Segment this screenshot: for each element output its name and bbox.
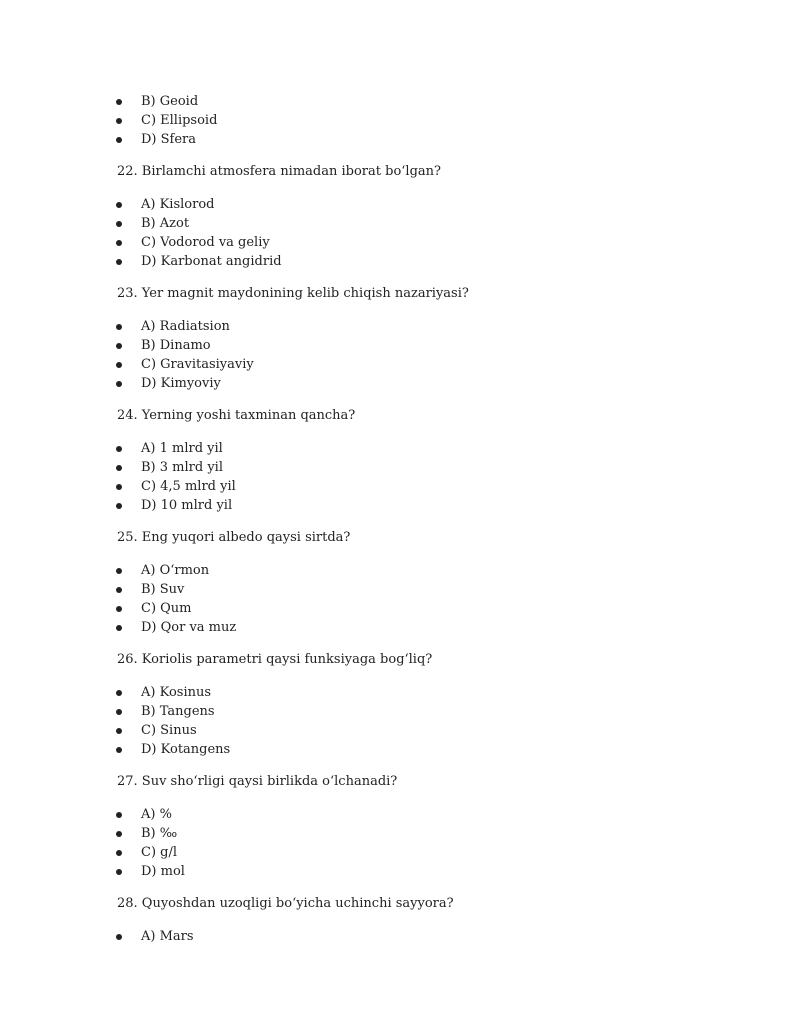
option-item — [0, 374, 800, 393]
option-item — [0, 130, 800, 149]
option-item — [0, 233, 800, 252]
continued-options — [0, 92, 800, 149]
question-text: 23. Yer magnit maydonining kelib chiqish nazariyasi? — [117, 286, 469, 301]
option-item — [0, 805, 800, 824]
option-text: C) 4,5 mlrd yil — [141, 479, 236, 494]
bullet-icon — [116, 221, 122, 227]
option-item — [0, 580, 800, 599]
option-item — [0, 477, 800, 496]
option-item — [0, 439, 800, 458]
question-text: 26. Koriolis parametri qaysi funksiyaga bog‘liq? — [117, 652, 433, 667]
bullet-icon — [116, 812, 122, 818]
option-item — [0, 317, 800, 336]
option-text: B) ‰ — [141, 826, 178, 841]
option-item — [0, 336, 800, 355]
option-text: C) Qum — [141, 601, 192, 616]
question-text: 22. Birlamchi atmosfera nimadan iborat bo‘lgan? — [117, 164, 441, 179]
option-text: B) Dinamo — [141, 338, 211, 353]
question-block — [0, 894, 800, 946]
option-text: D) Kotangens — [141, 742, 231, 757]
question-block — [0, 406, 800, 528]
bullet-icon — [116, 625, 122, 631]
option-text: C) Gravitasiyaviy — [141, 357, 254, 372]
bullet-icon — [116, 240, 122, 246]
bullet-icon — [116, 99, 122, 105]
bullet-icon — [116, 747, 122, 753]
option-item — [0, 927, 800, 946]
option-text: D) 10 mlrd yil — [141, 498, 233, 513]
bullet-icon — [116, 343, 122, 349]
question-block — [0, 162, 800, 284]
bullet-icon — [116, 831, 122, 837]
bullet-icon — [116, 465, 122, 471]
bullet-icon — [116, 362, 122, 368]
option-item — [0, 683, 800, 702]
option-text: B) Geoid — [141, 94, 199, 109]
bullet-icon — [116, 137, 122, 143]
option-text: C) g/l — [141, 845, 178, 860]
bullet-icon — [116, 728, 122, 734]
bullet-icon — [116, 503, 122, 509]
bullet-icon — [116, 850, 122, 856]
option-item — [0, 843, 800, 862]
bullet-icon — [116, 118, 122, 124]
question-block — [0, 528, 800, 650]
bullet-icon — [116, 381, 122, 387]
bullet-icon — [116, 606, 122, 612]
option-text: C) Ellipsoid — [141, 113, 218, 128]
option-item — [0, 195, 800, 214]
option-text: A) Kislorod — [141, 197, 215, 212]
option-list — [0, 805, 800, 881]
option-item — [0, 252, 800, 271]
option-text: D) Qor va muz — [141, 620, 237, 635]
bullet-icon — [116, 690, 122, 696]
option-list — [0, 317, 800, 393]
option-text: D) mol — [141, 864, 185, 879]
option-text: B) Azot — [141, 216, 190, 231]
option-text: A) O‘rmon — [141, 563, 210, 578]
option-list — [0, 561, 800, 637]
option-text: B) 3 mlrd yil — [141, 460, 223, 475]
option-item — [0, 618, 800, 637]
option-list — [0, 927, 800, 946]
option-list — [0, 439, 800, 515]
option-item — [0, 214, 800, 233]
question-block — [0, 772, 800, 894]
option-item — [0, 702, 800, 721]
question-list — [0, 92, 800, 946]
option-text: D) Karbonat angidrid — [141, 254, 282, 269]
bullet-icon — [116, 568, 122, 574]
option-item — [0, 496, 800, 515]
option-item — [0, 561, 800, 580]
option-text: D) Sfera — [141, 132, 197, 147]
option-item — [0, 740, 800, 759]
option-item — [0, 599, 800, 618]
option-list — [0, 195, 800, 271]
bullet-icon — [116, 259, 122, 265]
option-text: A) Radiatsion — [141, 319, 230, 334]
question-block — [0, 284, 800, 406]
option-item — [0, 862, 800, 881]
bullet-icon — [116, 934, 122, 940]
question-text: 24. Yerning yoshi taxminan qancha? — [117, 408, 356, 423]
option-item — [0, 355, 800, 374]
option-text: B) Suv — [141, 582, 185, 597]
option-text: B) Tangens — [141, 704, 215, 719]
question-block — [0, 650, 800, 772]
option-item — [0, 458, 800, 477]
option-text: A) % — [141, 807, 172, 822]
bullet-icon — [116, 446, 122, 452]
option-item — [0, 92, 800, 111]
question-text: 28. Quyoshdan uzoqligi bo‘yicha uchinchi sayyora? — [117, 896, 454, 911]
question-text: 25. Eng yuqori albedo qaysi sirtda? — [117, 530, 351, 545]
bullet-icon — [116, 324, 122, 330]
option-text: C) Vodorod va geliy — [141, 235, 270, 250]
option-item — [0, 824, 800, 843]
option-text: A) Mars — [141, 929, 194, 944]
option-text: D) Kimyoviy — [141, 376, 221, 391]
option-text: C) Sinus — [141, 723, 197, 738]
option-text: A) Kosinus — [141, 685, 212, 700]
bullet-icon — [116, 869, 122, 875]
option-list — [0, 683, 800, 759]
option-text: A) 1 mlrd yil — [141, 441, 223, 456]
bullet-icon — [116, 587, 122, 593]
option-item — [0, 111, 800, 130]
bullet-icon — [116, 484, 122, 490]
bullet-icon — [116, 202, 122, 208]
option-item — [0, 721, 800, 740]
bullet-icon — [116, 709, 122, 715]
question-text: 27. Suv sho‘rligi qaysi birlikda o‘lchanadi? — [117, 774, 398, 789]
